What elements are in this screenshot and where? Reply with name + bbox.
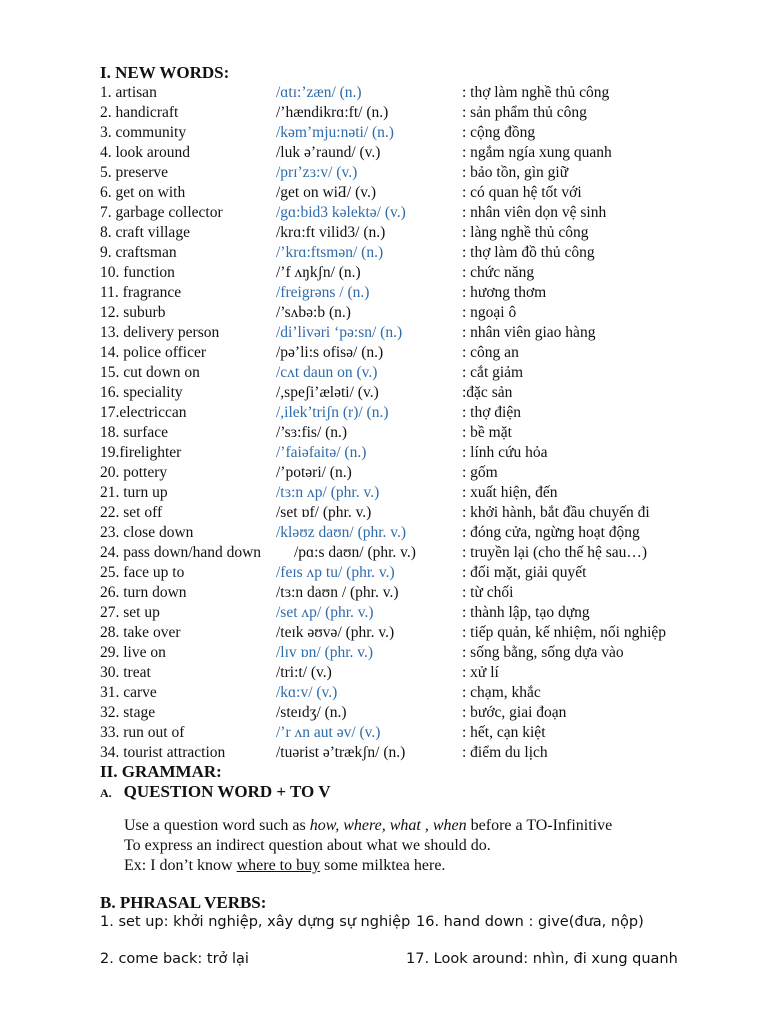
- vocab-meaning: : nhân viên giao hàng: [462, 324, 596, 341]
- vocab-pronunciation: /freigrəns / (n.): [276, 284, 370, 301]
- vocab-word: 3. community: [100, 124, 187, 141]
- vocab-meaning: : xử lí: [462, 664, 499, 681]
- vocab-pronunciation: /set ʌp/ (phr. v.): [276, 604, 374, 621]
- vocab-pronunciation: /’sɜ:fis/ (n.): [276, 424, 348, 441]
- vocab-word: 11. fragrance: [100, 284, 182, 301]
- subheading-title: QUESTION WORD + TO V: [123, 782, 331, 801]
- grammar-line-1: [124, 816, 612, 836]
- vocab-word: 10. function: [100, 264, 175, 281]
- vocab-pronunciation: /kɑ:v/ (v.): [276, 684, 338, 701]
- vocab-pronunciation: /di’livəri ‘pə:sn/ (n.): [276, 324, 403, 341]
- vocab-meaning: : bảo tồn, gìn giữ: [462, 164, 569, 181]
- vocab-pronunciation: /get on wiƋ/ (v.): [276, 184, 377, 201]
- vocab-pronunciation: /,ilek’triʃn (r)/ (n.): [276, 404, 389, 421]
- vocab-meaning: : hết, cạn kiệt: [462, 724, 546, 741]
- vocab-meaning: : lính cứu hỏa: [462, 444, 548, 461]
- vocab-pronunciation: /tuərist ə’trækʃn/ (n.): [276, 744, 406, 761]
- phrasal-item-1: 1. set up: khởi nghiệp, xây dựng sự nghiệp: [100, 914, 411, 930]
- grammar-line-2: To express an indirect question about what we should do.: [124, 837, 491, 854]
- vocab-meaning: : chạm, khắc: [462, 684, 541, 701]
- phrasal-item-16: 16. hand down : give(đưa, nộp): [416, 914, 644, 930]
- text: before a TO-Infinitive: [466, 817, 613, 834]
- vocab-meaning: : thợ điện: [462, 404, 521, 421]
- vocab-pronunciation: /luk ə’raund/ (v.): [276, 144, 381, 161]
- vocab-meaning: : cắt giảm: [462, 364, 524, 381]
- question-words: how, where, what , when: [309, 817, 467, 834]
- vocab-word: 9. craftsman: [100, 244, 177, 261]
- vocab-word: 27. set up: [100, 604, 160, 621]
- vocab-pronunciation: /’faiəfaitə/ (n.): [276, 444, 367, 461]
- vocab-meaning: : gốm: [462, 464, 498, 481]
- vocab-word: 1. artisan: [100, 84, 157, 101]
- vocab-word: 21. turn up: [100, 484, 168, 501]
- text: Use a question word such as: [124, 817, 310, 834]
- grammar-example: [124, 856, 445, 876]
- vocab-word: 25. face up to: [100, 564, 185, 581]
- vocab-pronunciation: /prɪ’zɜ:v/ (v.): [276, 164, 358, 181]
- vocab-pronunciation: /krɑ:ft vilid3/ (n.): [276, 224, 386, 241]
- vocab-meaning: : hương thơm: [462, 284, 547, 301]
- vocab-pronunciation: /tɜ:n daʊn / (phr. v.): [276, 584, 399, 601]
- vocab-word: 2. handicraft: [100, 104, 179, 121]
- vocab-pronunciation: /’r ʌn aut əv/ (v.): [276, 724, 381, 741]
- vocab-meaning: : khởi hành, bắt đầu chuyến đi: [462, 504, 650, 521]
- vocab-pronunciation: /pɑ:s daʊn/ (phr. v.): [294, 544, 416, 561]
- vocab-pronunciation: /feɪs ʌp tu/ (phr. v.): [276, 564, 395, 581]
- vocab-word: 17.electriccan: [100, 404, 187, 421]
- vocab-pronunciation: /gɑ:bid3 kəlektə/ (v.): [276, 204, 406, 221]
- grammar-subheading-a: [100, 782, 331, 802]
- vocab-pronunciation: /’potəri/ (n.): [276, 464, 352, 481]
- vocab-word: 29. live on: [100, 644, 166, 661]
- vocab-meaning: : đối mặt, giải quyết: [462, 564, 587, 581]
- vocab-meaning: : thợ làm nghề thủ công: [462, 84, 610, 101]
- vocab-word: 31. carve: [100, 684, 157, 701]
- vocab-meaning: : xuất hiện, đến: [462, 484, 558, 501]
- vocab-meaning: : bề mặt: [462, 424, 512, 441]
- vocab-pronunciation: /teɪk əʊvə/ (phr. v.): [276, 624, 395, 641]
- section-title-new-words: I. NEW WORDS:: [100, 63, 230, 82]
- vocab-pronunciation: /kəm’mju:nəti/ (n.): [276, 124, 394, 141]
- vocab-pronunciation: /tri:t/ (v.): [276, 664, 332, 681]
- vocab-word: 20. pottery: [100, 464, 168, 481]
- vocab-word: 7. garbage collector: [100, 204, 223, 221]
- vocab-word: 28. take over: [100, 624, 181, 641]
- vocab-meaning: : bước, giai đoạn: [462, 704, 567, 721]
- vocab-meaning: : ngoại ô: [462, 304, 517, 321]
- vocab-word: 6. get on with: [100, 184, 186, 201]
- vocab-word: 19.firelighter: [100, 444, 182, 461]
- vocab-word: 23. close down: [100, 524, 194, 541]
- vocab-word: 26. turn down: [100, 584, 187, 601]
- vocab-meaning: : điểm du lịch: [462, 744, 548, 761]
- section-title-phrasal-verbs: B. PHRASAL VERBS:: [100, 893, 267, 912]
- vocab-meaning: : có quan hệ tốt với: [462, 184, 582, 201]
- vocab-word: 12. suburb: [100, 304, 166, 321]
- text: Ex: I don’t know: [124, 857, 237, 874]
- vocab-pronunciation: /steɪdʒ/ (n.): [276, 704, 347, 721]
- vocab-meaning: :đặc sản: [462, 384, 513, 401]
- vocab-meaning: : chức năng: [462, 264, 535, 281]
- vocab-word: 33. run out of: [100, 724, 185, 741]
- phrasal-item-17: 17. Look around: nhìn, đi xung quanh: [406, 951, 678, 967]
- vocab-meaning: : truyền lại (cho thế hệ sau…): [462, 544, 648, 561]
- vocab-meaning: : tiếp quản, kế nhiệm, nối nghiệp: [462, 624, 667, 641]
- vocab-word: 14. police officer: [100, 344, 207, 361]
- vocab-pronunciation: /’sʌbə:b (n.): [276, 304, 351, 321]
- vocab-meaning: : ngắm ngía xung quanh: [462, 144, 612, 161]
- vocab-meaning: : công an: [462, 344, 519, 361]
- vocab-meaning: : làng nghề thủ công: [462, 224, 589, 241]
- vocab-pronunciation: /’f ʌŋkʃn/ (n.): [276, 264, 361, 281]
- underlined-phrase: where to buy: [236, 857, 321, 874]
- vocab-word: 15. cut down on: [100, 364, 200, 381]
- vocab-pronunciation: /lɪv ɒn/ (phr. v.): [276, 644, 374, 661]
- vocab-pronunciation: /tɜ:n ʌp/ (phr. v.): [276, 484, 380, 501]
- vocab-meaning: : sản phẩm thủ công: [462, 104, 587, 121]
- text: some milktea here.: [320, 857, 446, 874]
- vocab-word: 22. set off: [100, 504, 163, 521]
- vocab-meaning: : thợ làm đồ thủ công: [462, 244, 595, 261]
- vocab-meaning: : nhân viên dọn vệ sinh: [462, 204, 607, 221]
- vocab-meaning: : sống bằng, sống dựa vào: [462, 644, 624, 661]
- vocab-word: 8. craft village: [100, 224, 190, 241]
- vocab-word: 4. look around: [100, 144, 190, 161]
- vocab-meaning: : cộng đồng: [462, 124, 536, 141]
- vocab-meaning: : thành lập, tạo dựng: [462, 604, 590, 621]
- subheading-letter: A.: [100, 786, 112, 800]
- vocab-word: 34. tourist attraction: [100, 744, 226, 761]
- vocab-pronunciation: /set ɒf/ (phr. v.): [276, 504, 372, 521]
- phrasal-item-2: 2. come back: trở lại: [100, 951, 249, 967]
- vocab-word: 18. surface: [100, 424, 168, 441]
- vocab-word: 16. speciality: [100, 384, 183, 401]
- vocab-pronunciation: /ɑtɪ:’zæn/ (n.): [276, 84, 362, 101]
- vocab-word: 32. stage: [100, 704, 156, 721]
- vocab-word: 30. treat: [100, 664, 151, 681]
- vocab-pronunciation: /pə’li:s ofisə/ (n.): [276, 344, 384, 361]
- vocab-meaning: : đóng cửa, ngừng hoạt động: [462, 524, 640, 541]
- section-title-grammar: II. GRAMMAR:: [100, 762, 222, 781]
- vocab-pronunciation: /cʌt daun on (v.): [276, 364, 378, 381]
- vocab-pronunciation: /’hændikrɑ:ft/ (n.): [276, 104, 389, 121]
- vocab-pronunciation: /,speʃi’æləti/ (v.): [276, 384, 379, 401]
- vocab-word: 5. preserve: [100, 164, 168, 181]
- vocab-meaning: : từ chối: [462, 584, 514, 601]
- vocab-word: 13. delivery person: [100, 324, 220, 341]
- vocab-pronunciation: /’krɑ:ftsmən/ (n.): [276, 244, 384, 261]
- vocab-word: 24. pass down/hand down: [100, 544, 262, 561]
- vocab-pronunciation: /kləʊz daʊn/ (phr. v.): [276, 524, 407, 541]
